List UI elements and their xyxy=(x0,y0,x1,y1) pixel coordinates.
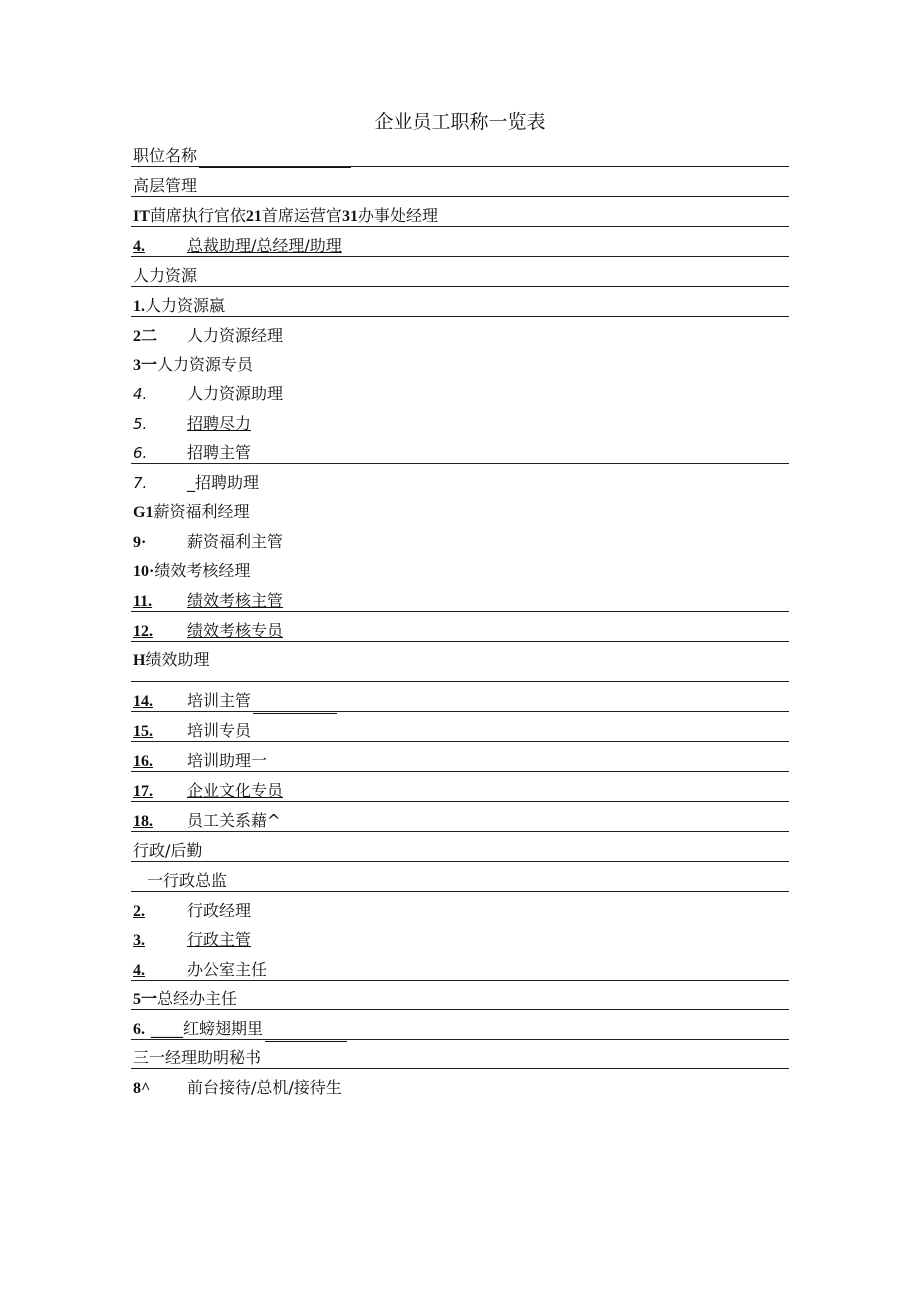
list-item: 10·绩效考核经理 xyxy=(133,561,251,580)
divider xyxy=(131,611,789,612)
list-item: 3一人力资源专员 xyxy=(133,355,254,374)
list-item: 3. 行政主管 xyxy=(133,930,252,949)
list-item: 5. 招聘尽力 xyxy=(133,414,252,433)
list-item: 16. 培训助理一 xyxy=(133,751,268,770)
divider xyxy=(131,801,789,802)
list-item: 4. 总裁助理/总经理/助理 xyxy=(133,236,342,255)
list-item: 三一经理助明秘书 xyxy=(133,1048,262,1067)
divider xyxy=(131,1039,789,1040)
position-name-label: 职位名称 xyxy=(133,146,198,165)
list-item: IT茴席执行官依21首席运营官31办事处经理 xyxy=(133,206,438,225)
list-item: 4. 办公室主任 xyxy=(133,960,268,979)
section-heading: 人力资源 xyxy=(133,266,198,285)
page-title: 企业员工职称一览表 xyxy=(374,111,546,133)
divider xyxy=(131,1009,789,1010)
list-item: G1薪资福利经理 xyxy=(133,502,250,521)
divider xyxy=(131,256,789,257)
divider xyxy=(131,831,789,832)
divider xyxy=(131,196,789,197)
list-item: 4. 人力资源助理 xyxy=(133,384,284,403)
divider xyxy=(131,980,789,981)
list-item: 1.人力资源嬴 xyxy=(133,296,226,315)
divider xyxy=(131,316,789,317)
list-item: 6. 招聘主管 xyxy=(133,443,252,462)
list-item: 11. 绩效考核主管 xyxy=(133,591,284,610)
position-name-row xyxy=(133,144,351,168)
list-item: 7. _招聘助理 xyxy=(133,473,260,492)
list-item: 8^ 前台接待/总机/接待生 xyxy=(133,1078,342,1097)
list-item: 5一总经办主任 xyxy=(133,989,238,1008)
divider xyxy=(131,166,789,167)
list-item: 12. 绩效考核专员 xyxy=(133,621,284,640)
list-item: 15. 培训专员 xyxy=(133,721,252,740)
list-item: H绩效助理 xyxy=(133,650,210,669)
list-item: 6. ____红螃翅期里 xyxy=(133,1017,347,1041)
divider xyxy=(131,741,789,742)
list-item: 2. 行政经理 xyxy=(133,901,252,920)
divider xyxy=(131,891,789,892)
divider xyxy=(131,711,789,712)
section-heading: 行政/后勤 xyxy=(133,841,203,860)
divider xyxy=(131,641,789,642)
list-item: 18. 员工关系藉^ xyxy=(133,811,281,830)
list-item: 14. 培训主管 xyxy=(133,689,337,713)
divider xyxy=(131,286,789,287)
list-item: 17. 企业文化专员 xyxy=(133,781,284,800)
divider xyxy=(131,1068,789,1069)
divider xyxy=(131,861,789,862)
divider xyxy=(131,226,789,227)
divider xyxy=(131,681,789,682)
list-item: 9· 薪资福利主管 xyxy=(133,532,284,551)
divider xyxy=(131,463,789,464)
divider xyxy=(131,771,789,772)
section-heading: 高层管理 xyxy=(133,176,198,195)
list-item: 2二 人力资源经理 xyxy=(133,326,284,345)
list-item: 一行政总监 xyxy=(147,871,228,890)
